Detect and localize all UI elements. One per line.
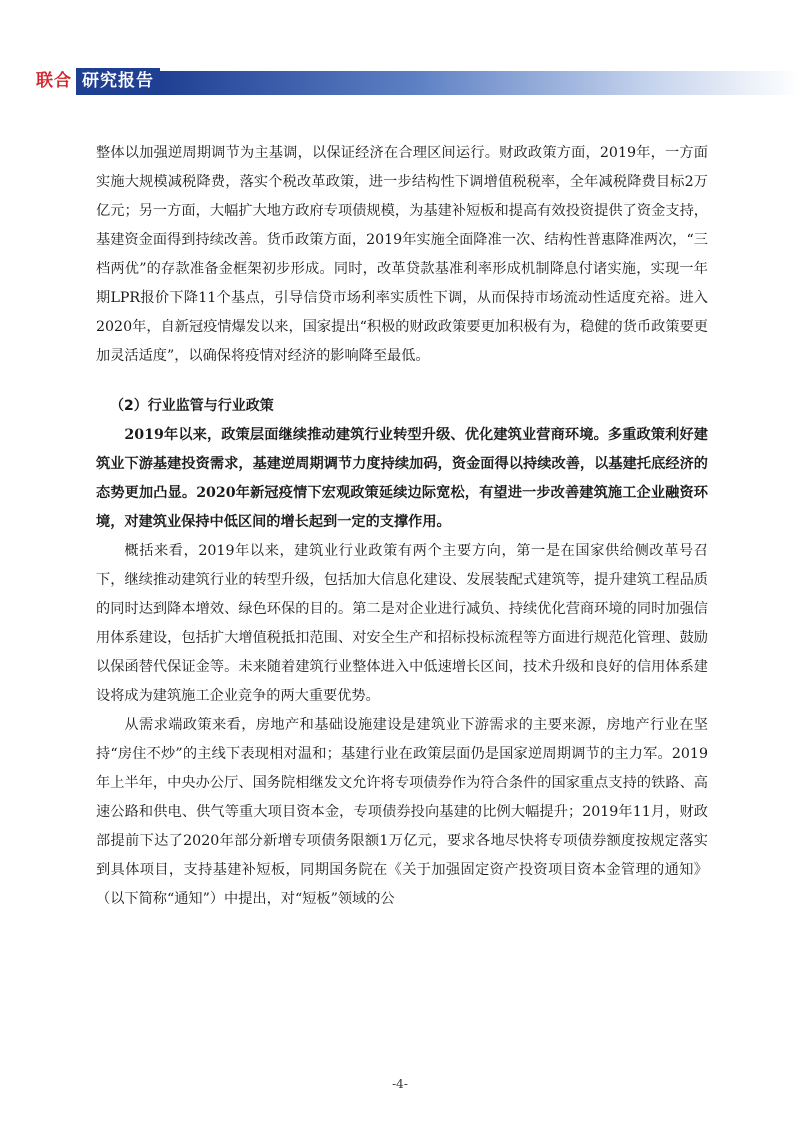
page-number: -4- — [392, 1077, 408, 1091]
paragraph-policy-directions: 概括来看，2019年以来，建筑业行业政策有两个主要方向，第一是在国家供给侧改革号召下，继续推动建筑行业的转型升级，包括加大信息化建设、发展装配式建筑等，提升建筑工程品质的同时达到降本增效、绿色环保的目的。第二是对企业进行减负、持续优化营商环境的同时加强信用体系建设，包括扩大增值税抵扣范围、对安全生产和招标投标流程等方面进行规范化管理、鼓励以保函替代保证金等。未来随着建筑行业整体进入中低速增长区间，技术升级和良好的信用体系建设将成为建筑施工企业竞争的两大重要优势。 — [96, 543, 708, 704]
brand-logo-text: 联合 — [36, 71, 72, 91]
paragraph-summary-bold: 2019年以来，政策层面继续推动建筑行业转型升级、优化建筑业营商环境。多重政策利好建筑业下游基建投资需求，基建逆周期调节力度持续加码，资金面得以持续改善，以基建托底经济的态势更加凸显。2020年新冠疫情下宏观政策延续边际宽松，有望进一步改善建筑施工企业融资环境，对建筑业保持中低区间的增长起到一定的支撑作用。 — [96, 427, 708, 530]
paragraph-policy-tone: 整体以加强逆周期调节为主基调，以保证经济在合理区间运行。财政政策方面，2019年，一方面实施大规模减税降费，落实个税改革政策，进一步结构性下调增值税税率，全年减税降费目标2万亿元；另一方面，大幅扩大地方政府专项债规模，为基建补短板和提高有效投资提供了资金支持，基建资金面得到持续改善。货币政策方面，2019年实施全面降准一次、结构性普惠降准两次，“三档两优”的存款准备金框架初步形成。同时，改革贷款基准利率形成机制降息付诸实施，实现一年期LPR报价下降11个基点，引导信贷市场利率实质性下调，从而保持市场流动性适度充裕。进入2020年，自新冠疫情爆发以来，国家提出“积极的财政政策要更加积极有为，稳健的货币政策要更加灵活适度”，以确保将疫情对经济的影响降至最低。 — [96, 145, 708, 364]
document-body — [96, 139, 708, 914]
paragraph-demand-policy: 从需求端政策来看，房地产和基础设施建设是建筑业下游需求的主要来源，房地产行业在坚持“房住不炒”的主线下表现相对温和；基建行业在政策层面仍是国家逆周期调节的主力军。2019年上半年，中央办公厅、国务院相继发文允许将专项债券作为符合条件的国家重点支持的铁路、高速公路和供电、供气等重大项目资本金，专项债券投向基建的比例大幅提升；2019年11月，财政部提前下达了2020年部分新增专项债务限额1万亿元，要求各地尽快将专项债券额度按规定落实到具体项目，支持基建补短板，同期国务院在《关于加强固定资产投资项目资本金管理的通知》（以下简称“通知”）中提出，对“短板”领域的公 — [96, 717, 708, 907]
header-gradient-bar — [160, 71, 800, 95]
report-type-label: 研究报告 — [76, 68, 160, 95]
section-title: （2）行业监管与行业政策 — [110, 398, 274, 414]
report-header — [36, 68, 800, 95]
